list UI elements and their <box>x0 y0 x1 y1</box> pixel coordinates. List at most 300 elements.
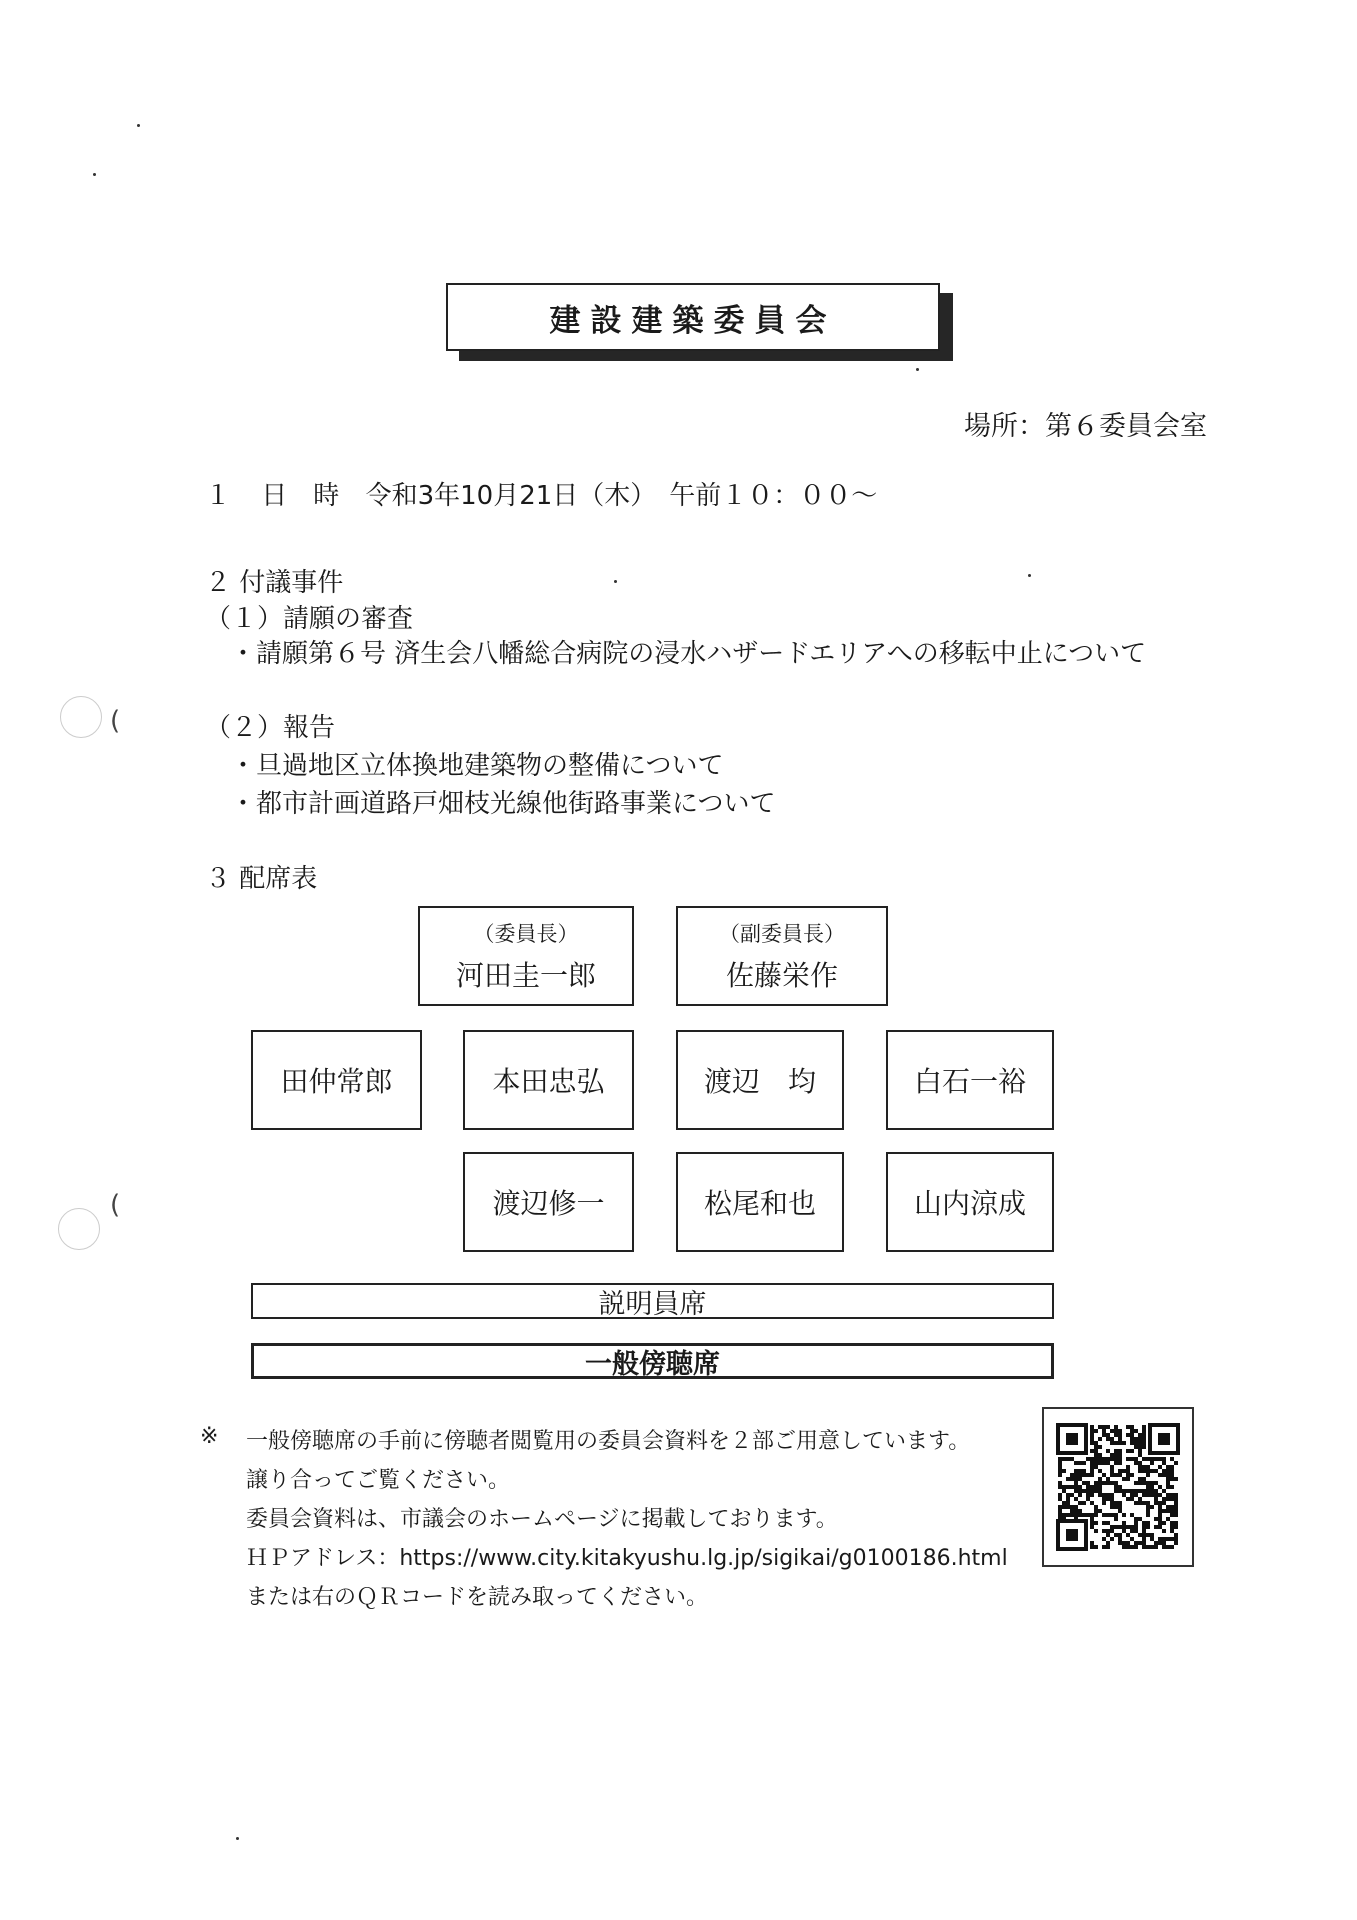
qr-module <box>1090 1457 1094 1461</box>
qr-module <box>1138 1461 1142 1465</box>
qr-module <box>1070 1485 1074 1489</box>
qr-module <box>1122 1477 1126 1481</box>
qr-module <box>1090 1493 1094 1497</box>
qr-module <box>1066 1457 1070 1461</box>
qr-module <box>1150 1469 1154 1473</box>
qr-module <box>1082 1513 1086 1517</box>
member-seat <box>676 1152 844 1252</box>
qr-module <box>1162 1497 1166 1501</box>
qr-module <box>1090 1513 1094 1517</box>
qr-module <box>1074 1469 1078 1473</box>
member-seat <box>886 1030 1054 1130</box>
qr-module <box>1114 1453 1118 1457</box>
qr-module <box>1138 1481 1142 1485</box>
qr-module <box>1122 1529 1126 1533</box>
qr-module <box>1134 1501 1138 1505</box>
qr-module <box>1090 1437 1094 1441</box>
qr-module <box>1150 1481 1154 1485</box>
qr-module <box>1086 1513 1090 1517</box>
qr-module <box>1118 1441 1122 1445</box>
qr-module <box>1158 1521 1162 1525</box>
qr-module <box>1130 1513 1134 1517</box>
agenda-petition-item: ・請願第６号 済生会八幡総合病院の浸水ハザードエリアへの移転中止について <box>230 639 1147 669</box>
qr-module <box>1146 1545 1150 1549</box>
qr-module <box>1174 1501 1178 1505</box>
qr-module <box>1166 1481 1170 1485</box>
qr-module <box>1058 1485 1062 1489</box>
qr-module <box>1142 1433 1146 1437</box>
qr-module <box>1094 1445 1098 1449</box>
qr-module <box>1146 1465 1150 1469</box>
qr-module <box>1130 1489 1134 1493</box>
qr-module <box>1074 1485 1078 1489</box>
scan-mark: ( <box>110 1190 121 1220</box>
qr-module <box>1166 1469 1170 1473</box>
qr-module <box>1158 1493 1162 1497</box>
qr-module <box>1134 1493 1138 1497</box>
qr-module <box>1146 1457 1150 1461</box>
qr-module <box>1106 1533 1110 1537</box>
qr-module <box>1166 1493 1170 1497</box>
qr-module <box>1106 1481 1110 1485</box>
qr-module <box>1158 1501 1162 1505</box>
qr-module <box>1094 1441 1098 1445</box>
qr-module <box>1058 1497 1062 1501</box>
chair-seat <box>418 906 634 1006</box>
qr-module <box>1114 1489 1118 1493</box>
qr-module <box>1130 1441 1134 1445</box>
qr-module <box>1154 1501 1158 1505</box>
qr-module <box>1150 1461 1154 1465</box>
qr-module <box>1134 1541 1138 1545</box>
qr-module <box>1102 1513 1106 1517</box>
qr-module <box>1062 1489 1066 1493</box>
qr-module <box>1074 1509 1078 1513</box>
qr-module <box>1110 1481 1114 1485</box>
qr-module <box>1118 1509 1122 1513</box>
qr-module <box>1110 1457 1114 1461</box>
qr-module <box>1138 1469 1142 1473</box>
qr-module <box>1102 1501 1106 1505</box>
qr-module <box>1090 1473 1094 1477</box>
qr-module <box>1170 1509 1174 1513</box>
qr-module <box>1154 1541 1158 1545</box>
qr-module <box>1118 1469 1122 1473</box>
vice-chair-role: （副委員長） <box>719 922 845 946</box>
qr-module <box>1158 1513 1162 1517</box>
qr-module <box>1062 1505 1066 1509</box>
qr-module <box>1058 1493 1062 1497</box>
qr-module <box>1110 1453 1114 1457</box>
qr-module <box>1098 1453 1102 1457</box>
qr-module <box>1130 1525 1134 1529</box>
qr-module <box>1166 1477 1170 1481</box>
qr-module <box>1110 1469 1114 1473</box>
qr-module <box>1118 1485 1122 1489</box>
qr-module <box>1126 1489 1130 1493</box>
qr-module <box>1134 1445 1138 1449</box>
qr-module <box>1134 1517 1138 1521</box>
qr-module <box>1174 1537 1178 1541</box>
qr-module <box>1154 1493 1158 1497</box>
qr-module <box>1110 1465 1114 1469</box>
qr-module <box>1142 1445 1146 1449</box>
qr-module <box>1098 1477 1102 1481</box>
qr-module <box>1114 1525 1118 1529</box>
qr-module <box>1134 1429 1138 1433</box>
qr-module <box>1110 1437 1114 1441</box>
qr-module <box>1074 1513 1078 1517</box>
qr-module <box>1082 1481 1086 1485</box>
qr-module <box>1118 1473 1122 1477</box>
qr-module <box>1158 1509 1162 1513</box>
qr-module <box>1142 1533 1146 1537</box>
qr-module <box>1174 1513 1178 1517</box>
scan-mark: ( <box>110 706 121 736</box>
qr-module <box>1102 1545 1106 1549</box>
qr-module <box>1174 1533 1178 1537</box>
qr-module <box>1142 1521 1146 1525</box>
qr-module <box>1174 1509 1178 1513</box>
qr-module <box>1098 1445 1102 1449</box>
qr-module <box>1078 1473 1082 1477</box>
qr-module <box>1138 1445 1142 1449</box>
qr-module <box>1154 1497 1158 1501</box>
qr-module <box>1066 1513 1070 1517</box>
qr-module <box>1142 1525 1146 1529</box>
qr-module <box>1130 1493 1134 1497</box>
qr-module <box>1090 1485 1094 1489</box>
qr-module <box>1106 1521 1110 1525</box>
qr-module <box>1098 1469 1102 1473</box>
qr-module <box>1146 1501 1150 1505</box>
qr-module <box>1078 1509 1082 1513</box>
qr-module <box>1170 1469 1174 1473</box>
qr-module <box>1070 1513 1074 1517</box>
qr-module <box>1062 1469 1066 1473</box>
qr-module <box>1090 1425 1094 1429</box>
qr-module <box>1062 1513 1066 1517</box>
vice-chair-seat <box>676 906 888 1006</box>
qr-module <box>1086 1473 1090 1477</box>
qr-module <box>1142 1493 1146 1497</box>
qr-module <box>1126 1469 1130 1473</box>
member-seat <box>251 1030 422 1130</box>
qr-module <box>1114 1473 1118 1477</box>
member-name: 白石一裕 <box>913 1065 1026 1098</box>
qr-module <box>1146 1485 1150 1489</box>
qr-module <box>1058 1513 1062 1517</box>
qr-module <box>1134 1525 1138 1529</box>
qr-module <box>1078 1469 1082 1473</box>
qr-module <box>1130 1449 1134 1453</box>
qr-module <box>1078 1493 1082 1497</box>
qr-module <box>1122 1513 1126 1517</box>
qr-module <box>1098 1509 1102 1513</box>
qr-module <box>1162 1545 1166 1549</box>
qr-module <box>1098 1457 1102 1461</box>
qr-module <box>1150 1537 1154 1541</box>
qr-module <box>1114 1441 1118 1445</box>
qr-module <box>1094 1529 1098 1533</box>
qr-module <box>1142 1441 1146 1445</box>
qr-module <box>1094 1489 1098 1493</box>
member-seat <box>463 1030 634 1130</box>
qr-module <box>1070 1473 1074 1477</box>
qr-module <box>1170 1529 1174 1533</box>
qr-module <box>1170 1465 1174 1469</box>
agenda-report-heading: （２）報告 <box>205 713 336 743</box>
qr-module <box>1174 1497 1178 1501</box>
qr-module <box>1090 1433 1094 1437</box>
qr-module <box>1162 1457 1166 1461</box>
qr-module <box>1170 1505 1174 1509</box>
section-agenda-heading: ２ 付議事件 <box>205 568 344 598</box>
qr-module <box>1086 1497 1090 1501</box>
qr-module <box>1118 1525 1122 1529</box>
agenda-petition-heading: （１）請願の審査 <box>205 604 414 634</box>
qr-module <box>1122 1545 1126 1549</box>
qr-module <box>1098 1493 1102 1497</box>
qr-module <box>1146 1489 1150 1493</box>
qr-module <box>1126 1473 1130 1477</box>
qr-module <box>1106 1529 1110 1533</box>
qr-module <box>1146 1521 1150 1525</box>
qr-module <box>1126 1497 1130 1501</box>
qr-module <box>1098 1425 1102 1429</box>
qr-module <box>1106 1477 1110 1481</box>
qr-module <box>1118 1453 1122 1457</box>
qr-code-icon <box>1044 1409 1192 1565</box>
qr-module <box>1166 1509 1170 1513</box>
qr-module <box>1102 1473 1106 1477</box>
qr-module <box>1074 1489 1078 1493</box>
qr-module <box>1114 1505 1118 1509</box>
qr-module <box>1126 1541 1130 1545</box>
qr-module <box>1162 1541 1166 1545</box>
qr-module <box>1106 1541 1110 1545</box>
qr-module <box>1170 1497 1174 1501</box>
qr-module <box>1138 1433 1142 1437</box>
qr-module <box>1106 1545 1110 1549</box>
chair-name: 河田圭一郎 <box>455 959 596 992</box>
qr-module <box>1174 1525 1178 1529</box>
qr-module <box>1066 1497 1070 1501</box>
qr-module <box>1150 1457 1154 1461</box>
qr-module <box>1166 1473 1170 1477</box>
qr-module <box>1146 1481 1150 1485</box>
qr-module <box>1058 1469 1062 1473</box>
qr-module <box>1106 1425 1110 1429</box>
note-line: 譲り合ってご覧ください。 <box>246 1468 511 1493</box>
qr-module <box>1058 1509 1062 1513</box>
qr-module <box>1086 1481 1090 1485</box>
qr-module <box>1074 1481 1078 1485</box>
qr-module <box>1090 1501 1094 1505</box>
qr-module <box>1130 1545 1134 1549</box>
qr-module <box>1158 1525 1162 1529</box>
qr-module <box>1110 1501 1114 1505</box>
qr-module <box>1074 1497 1078 1501</box>
qr-module <box>1134 1457 1138 1461</box>
qr-module <box>1098 1481 1102 1485</box>
member-name: 山内涼成 <box>913 1187 1026 1220</box>
qr-module <box>1094 1457 1098 1461</box>
qr-module <box>1094 1481 1098 1485</box>
qr-module <box>1138 1441 1142 1445</box>
qr-module <box>1058 1457 1062 1461</box>
qr-module <box>1102 1497 1106 1501</box>
qr-module <box>1114 1533 1118 1537</box>
scan-speck <box>236 1837 239 1840</box>
meeting-location: 場所：第６委員会室 <box>964 411 1207 442</box>
qr-module <box>1138 1437 1142 1441</box>
qr-module <box>1114 1485 1118 1489</box>
qr-module <box>1090 1525 1094 1529</box>
qr-module <box>1142 1465 1146 1469</box>
scan-speck <box>93 173 96 176</box>
qr-module <box>1082 1501 1086 1505</box>
qr-module <box>1070 1477 1074 1481</box>
agenda-report-item: ・旦過地区立体換地建築物の整備について <box>230 751 724 781</box>
qr-module <box>1134 1437 1138 1441</box>
qr-module <box>1102 1461 1106 1465</box>
qr-module <box>1150 1489 1154 1493</box>
qr-module <box>1118 1501 1122 1505</box>
qr-module <box>1106 1437 1110 1441</box>
qr-module <box>1158 1465 1162 1469</box>
public-gallery-bar: 一般傍聴席 <box>251 1343 1054 1379</box>
qr-module <box>1138 1453 1142 1457</box>
qr-module <box>1074 1473 1078 1477</box>
qr-module <box>1090 1521 1094 1525</box>
qr-module <box>1166 1517 1170 1521</box>
qr-module <box>1102 1457 1106 1461</box>
qr-code[interactable] <box>1042 1407 1194 1567</box>
qr-module <box>1110 1441 1114 1445</box>
qr-module <box>1162 1489 1166 1493</box>
qr-module <box>1106 1461 1110 1465</box>
qr-module <box>1142 1469 1146 1473</box>
qr-module <box>1166 1537 1170 1541</box>
qr-module <box>1146 1513 1150 1517</box>
note-line: または右のＱＲコードを読み取ってください。 <box>246 1585 709 1610</box>
note-line: 一般傍聴席の手前に傍聴者閲覧用の委員会資料を２部ご用意しています。 <box>246 1429 971 1454</box>
qr-module <box>1138 1489 1142 1493</box>
qr-module <box>1126 1457 1130 1461</box>
member-name: 本田忠弘 <box>492 1065 605 1098</box>
qr-module <box>1094 1453 1098 1457</box>
qr-module <box>1126 1433 1130 1437</box>
qr-module <box>1134 1521 1138 1525</box>
qr-module <box>1138 1477 1142 1481</box>
qr-module <box>1090 1545 1094 1549</box>
qr-module <box>1142 1501 1146 1505</box>
qr-module <box>1174 1505 1178 1509</box>
qr-module <box>1142 1429 1146 1433</box>
qr-module <box>1106 1449 1110 1453</box>
qr-module <box>1126 1449 1130 1453</box>
qr-module <box>1122 1469 1126 1473</box>
qr-module <box>1142 1457 1146 1461</box>
qr-module <box>1126 1477 1130 1481</box>
qr-module <box>1066 1477 1070 1481</box>
qr-module <box>1070 1457 1074 1461</box>
qr-module <box>1086 1489 1090 1493</box>
qr-module <box>1118 1537 1122 1541</box>
qr-module <box>1058 1461 1062 1465</box>
qr-module <box>1062 1485 1066 1489</box>
qr-module <box>1078 1513 1082 1517</box>
qr-module <box>1118 1489 1122 1493</box>
qr-module <box>1138 1517 1142 1521</box>
qr-module <box>1114 1513 1118 1517</box>
qr-module <box>1118 1437 1122 1441</box>
qr-module <box>1102 1429 1106 1433</box>
qr-module <box>1058 1481 1062 1485</box>
qr-module <box>1078 1477 1082 1481</box>
qr-module <box>1170 1525 1174 1529</box>
qr-module <box>1094 1429 1098 1433</box>
note-line: 委員会資料は、市議会のホームページに掲載しております。 <box>246 1507 838 1532</box>
qr-module <box>1082 1461 1086 1465</box>
qr-module <box>1122 1541 1126 1545</box>
qr-module <box>1134 1545 1138 1549</box>
qr-module <box>1118 1541 1122 1545</box>
qr-module <box>1070 1493 1074 1497</box>
qr-module <box>1170 1513 1174 1517</box>
qr-module <box>1162 1509 1166 1513</box>
qr-module <box>1078 1501 1082 1505</box>
qr-module <box>1094 1485 1098 1489</box>
qr-module <box>1102 1521 1106 1525</box>
qr-module <box>1166 1545 1170 1549</box>
qr-module <box>1162 1461 1166 1465</box>
scan-speck <box>614 580 617 583</box>
qr-module <box>1142 1481 1146 1485</box>
qr-module <box>1094 1465 1098 1469</box>
qr-module <box>1174 1477 1178 1481</box>
qr-module <box>1070 1509 1074 1513</box>
qr-module <box>1154 1545 1158 1549</box>
qr-module <box>1162 1469 1166 1473</box>
qr-module <box>1098 1461 1102 1465</box>
qr-module <box>1106 1433 1110 1437</box>
qr-module <box>1130 1425 1134 1429</box>
qr-module <box>1146 1473 1150 1477</box>
qr-module <box>1142 1537 1146 1541</box>
qr-module <box>1114 1501 1118 1505</box>
qr-module <box>1158 1473 1162 1477</box>
qr-module <box>1122 1489 1126 1493</box>
qr-module <box>1166 1497 1170 1501</box>
qr-module <box>1118 1461 1122 1465</box>
qr-module <box>1102 1493 1106 1497</box>
qr-module <box>1114 1449 1118 1453</box>
homepage-url[interactable]: ＨＰアドレス：https://www.city.kitakyushu.lg.jp/sigikai/g0100186.html <box>246 1546 1008 1571</box>
qr-module <box>1162 1537 1166 1541</box>
qr-module <box>1142 1529 1146 1533</box>
qr-module <box>1122 1525 1126 1529</box>
scan-speck <box>1028 574 1031 577</box>
qr-module <box>1154 1481 1158 1485</box>
qr-module <box>1162 1501 1166 1505</box>
qr-module <box>1146 1509 1150 1513</box>
qr-module <box>1102 1529 1106 1533</box>
qr-module <box>1094 1449 1098 1453</box>
qr-module <box>1094 1509 1098 1513</box>
qr-module <box>1146 1533 1150 1537</box>
